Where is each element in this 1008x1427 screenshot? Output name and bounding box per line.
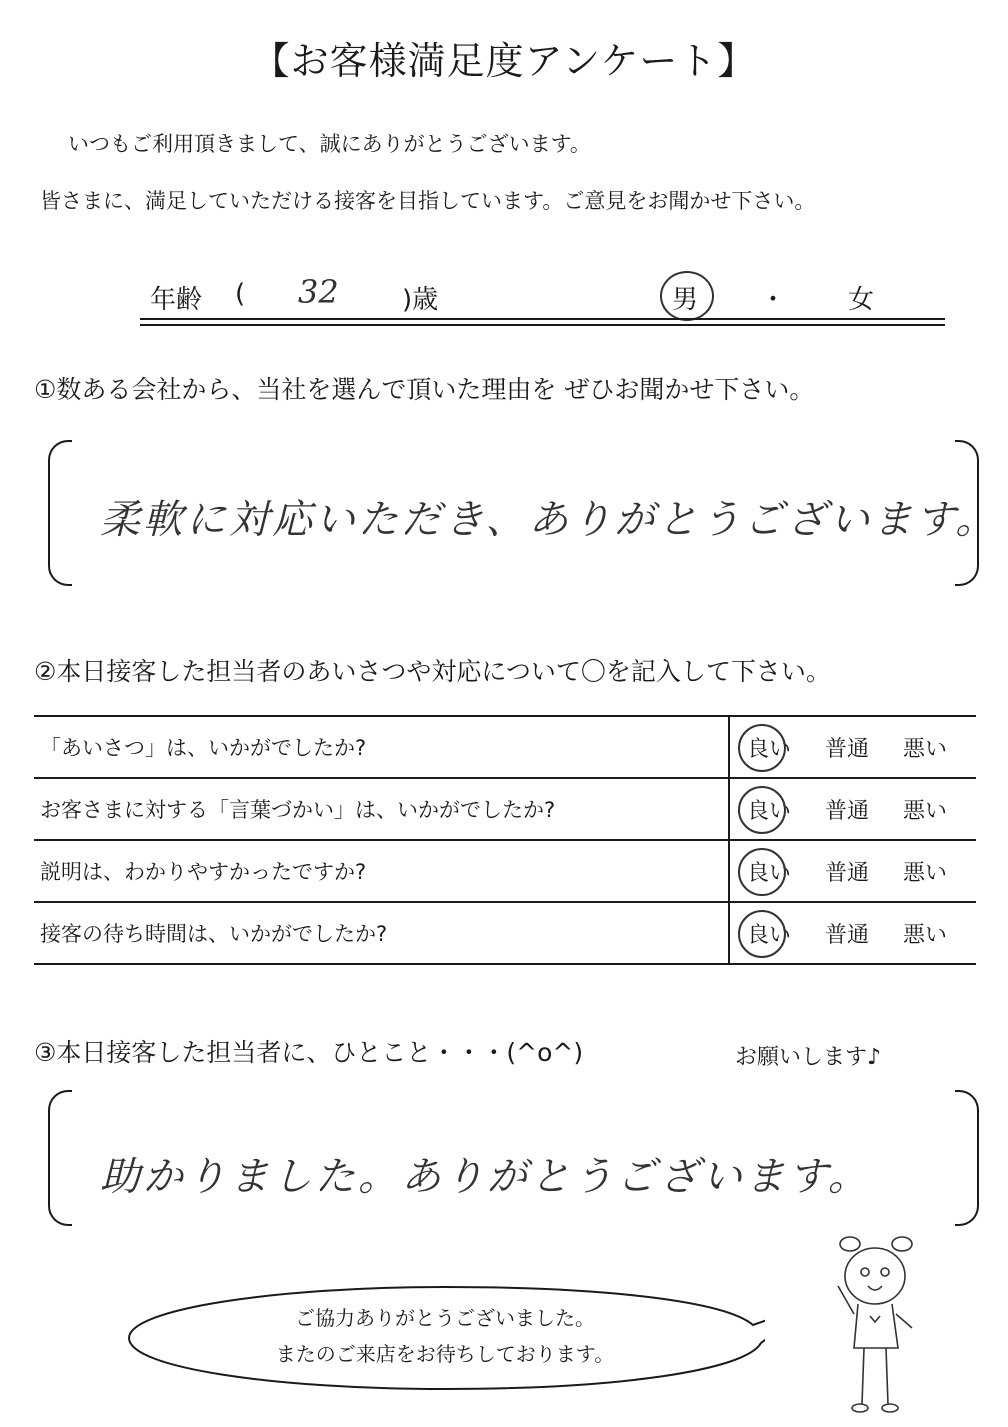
rating-question: 説明は、わかりやすかったですか?: [34, 840, 729, 902]
survey-title: 【お客様満足度アンケート】: [251, 39, 757, 83]
gender-separator: ・: [760, 285, 787, 315]
rating-table: [34, 715, 976, 965]
answer-1-left-bracket: [48, 440, 72, 586]
rating-options: [729, 840, 976, 902]
answer-3-right-bracket: [955, 1090, 979, 1226]
option-bad[interactable]: 悪い: [902, 736, 947, 762]
gender-female[interactable]: 女: [848, 285, 875, 315]
rating-question: 「あいさつ」は、いかがでしたか?: [34, 716, 729, 778]
selected-circle: [738, 786, 786, 834]
rating-question: 接客の待ち時間は、いかがでしたか?: [34, 902, 729, 964]
selected-circle: [738, 724, 786, 772]
option-bad[interactable]: 悪い: [902, 860, 947, 886]
profile-row: [140, 273, 945, 321]
profile-underline-double: [140, 324, 945, 326]
rating-options: [729, 902, 976, 964]
table-row: [34, 716, 976, 778]
answer-3-text[interactable]: 助かりました。ありがとうございます。: [100, 1154, 871, 1200]
option-average[interactable]: 普通: [824, 736, 869, 762]
option-good[interactable]: 良い: [730, 732, 808, 763]
question-1-label: ①数ある会社から、当社を選んで頂いた理由を ぜひお聞かせ下さい。: [34, 375, 815, 404]
option-average[interactable]: 普通: [824, 798, 869, 824]
age-suffix: )歳: [402, 285, 439, 315]
rating-options: [729, 716, 976, 778]
answer-3-left-bracket: [48, 1090, 72, 1226]
option-good[interactable]: 良い: [730, 856, 808, 887]
profile-underline: [140, 318, 945, 320]
closing-message: [125, 1300, 765, 1372]
intro-line-1: いつもご利用頂きまして、誠にありがとうございます。: [68, 132, 591, 156]
mascot-illustration: [820, 1228, 930, 1418]
option-average[interactable]: 普通: [824, 860, 869, 886]
gender-male[interactable]: 男: [672, 285, 699, 315]
option-good[interactable]: 良い: [730, 918, 808, 949]
option-bad[interactable]: 悪い: [902, 798, 947, 824]
table-row: [34, 840, 976, 902]
rating-question: お客さまに対する「言葉づかい」は、いかがでしたか?: [34, 778, 729, 840]
question-3-label: ③本日接客した担当者に、ひとこと・・・(^o^): [34, 1038, 584, 1067]
selected-circle: [738, 848, 786, 896]
option-average[interactable]: 普通: [824, 922, 869, 948]
table-row: [34, 778, 976, 840]
age-label: 年齢: [150, 285, 203, 315]
age-open-paren: (: [235, 279, 246, 309]
gender-selected-circle: [660, 271, 714, 321]
option-bad[interactable]: 悪い: [902, 922, 947, 948]
closing-line-1: ご協力ありがとうございました。: [295, 1306, 595, 1330]
question-2-label: ②本日接客した担当者のあいさつや対応について〇を記入して下さい。: [34, 657, 831, 686]
option-good[interactable]: 良い: [730, 794, 808, 825]
rating-options: [729, 778, 976, 840]
closing-line-2: またのご来店をお待ちしております。: [275, 1342, 615, 1366]
selected-circle: [738, 910, 786, 958]
table-row: [34, 902, 976, 964]
age-value[interactable]: 32: [298, 273, 339, 311]
request-note: お願いします♪: [735, 1045, 882, 1070]
answer-1-text[interactable]: 柔軟に対応いただき、ありがとうございます。: [100, 497, 999, 543]
intro-line-2: 皆さまに、満足していただける接客を目指しています。ご意見をお聞かせ下さい。: [40, 189, 816, 213]
